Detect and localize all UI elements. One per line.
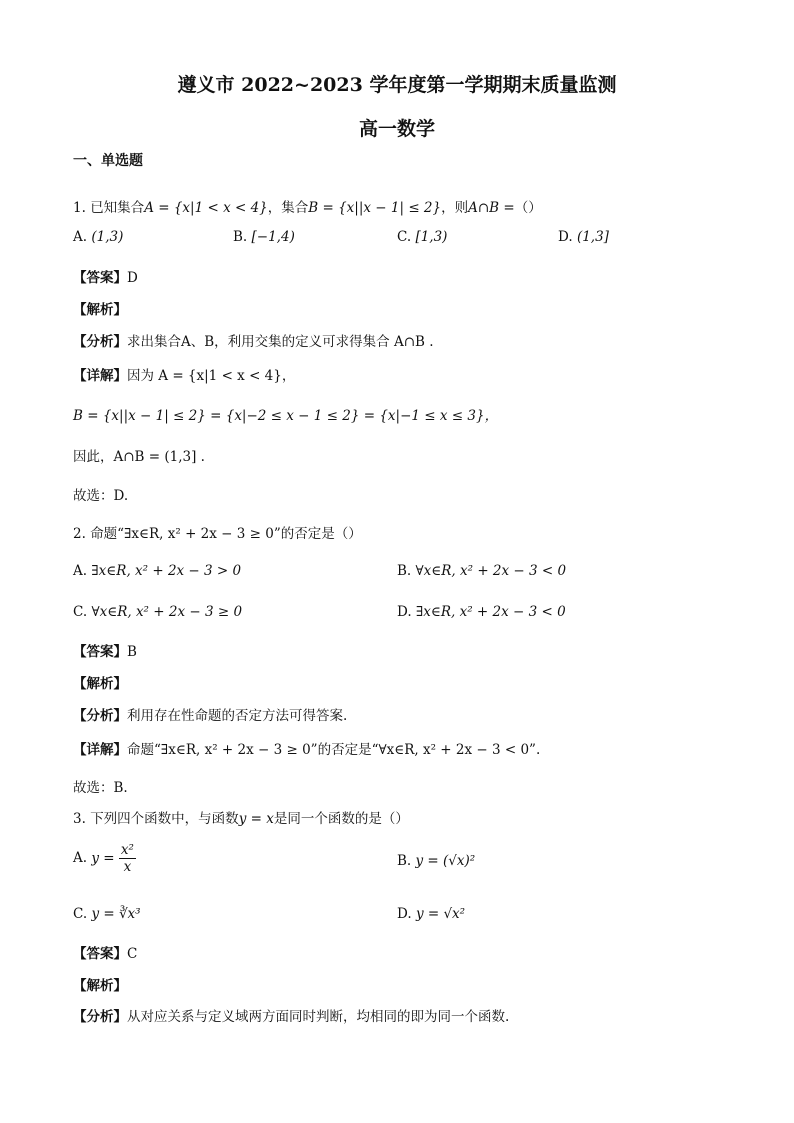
option-value: y = (√x)²	[415, 853, 476, 869]
q3-fenxi	[73, 1005, 509, 1025]
q3-analysis-tag: 【解析】	[73, 978, 127, 994]
fenxi-tag: 【分析】	[73, 1009, 127, 1025]
q1-set-a: A = {x|1 < x < 4}	[144, 200, 268, 216]
fenxi-text: 从对应关系与定义域两方面同时判断，均相同的即为同一个函数.	[127, 1009, 510, 1025]
option-label: C.	[73, 906, 88, 922]
option-label: A.	[73, 229, 88, 245]
fenxi-tag: 【分析】	[73, 708, 127, 724]
q1-option-a	[73, 229, 123, 245]
answer-value: D	[127, 270, 138, 286]
q1-fenxi	[73, 330, 434, 350]
q1-set-b: B = {x||x − 1| ≤ 2}	[308, 200, 442, 216]
option-label: B.	[233, 229, 248, 245]
q3-option-a	[73, 842, 136, 875]
q1-stem-a: 已知集合	[90, 200, 145, 216]
option-label: B.	[397, 853, 412, 869]
q1-number: 1.	[73, 200, 86, 216]
option-lhs: y =	[91, 850, 115, 867]
option-value: [−1,4)	[251, 229, 295, 245]
q1-conclusion: 故选：D.	[73, 488, 129, 504]
detail-tag: 【详解】	[73, 742, 127, 758]
fraction-numerator: x²	[120, 842, 134, 858]
q1-analysis-tag: 【解析】	[73, 302, 127, 318]
document-title: 遵义市 2022~2023 学年度第一学期期末质量监测	[177, 74, 617, 96]
q1-option-c	[397, 229, 447, 245]
fenxi-text: 利用存在性命题的否定方法可得答案.	[127, 708, 348, 724]
q2-option-c	[73, 604, 242, 620]
q2-analysis-tag: 【解析】	[73, 676, 127, 692]
q1-detail-1	[73, 364, 295, 384]
q2-fenxi	[73, 704, 347, 724]
detail-tag: 【详解】	[73, 368, 127, 384]
q1-option-d	[558, 229, 609, 245]
option-value: y = √x²	[415, 906, 466, 922]
option-value: (1,3)	[91, 229, 124, 245]
answer-tag: 【答案】	[73, 270, 127, 286]
section-heading: 一、单选题	[73, 153, 143, 169]
option-value: (1,3]	[576, 229, 609, 245]
option-label: A.	[73, 563, 88, 579]
option-label: D.	[397, 906, 412, 922]
option-label: C.	[397, 229, 412, 245]
q1-paren: （）	[514, 200, 542, 216]
q2-stem	[73, 522, 362, 542]
answer-tag: 【答案】	[73, 644, 127, 660]
fenxi-tag: 【分析】	[73, 334, 127, 350]
q3-stem-a: 下列四个函数中，与函数	[90, 811, 239, 827]
q2-option-a	[73, 563, 241, 579]
q2-option-b	[397, 563, 566, 579]
q2-number: 2.	[73, 526, 86, 542]
q2-option-d	[397, 604, 566, 620]
option-label: C.	[73, 604, 88, 620]
option-label: B.	[397, 563, 412, 579]
q2-stem-text: 命题“∃x∈R, x² + 2x − 3 ≥ 0”的否定是（）	[90, 526, 362, 542]
option-label: A.	[73, 850, 88, 866]
fraction	[119, 842, 136, 875]
q3-stem	[73, 807, 409, 827]
option-label: D.	[397, 604, 412, 620]
q2-detail	[73, 738, 540, 758]
fraction-denominator: x	[123, 859, 132, 875]
detail-text: 因为 A = {x|1 < x < 4}，	[127, 368, 296, 384]
option-value: ∃x∈R, x² + 2x − 3 > 0	[91, 563, 242, 579]
q3-number: 3.	[73, 811, 86, 827]
detail-text: 命题“∃x∈R, x² + 2x − 3 ≥ 0”的否定是“∀x∈R, x² + 2x − 3 < 0”.	[127, 742, 541, 758]
q1-stem	[73, 196, 542, 216]
q1-detail-3: 因此，A∩B = (1,3] .	[73, 449, 205, 465]
option-value: ∃x∈R, x² + 2x − 3 < 0	[415, 604, 566, 620]
option-value: ∀x∈R, x² + 2x − 3 < 0	[415, 563, 567, 579]
q3-function: y = x	[238, 811, 274, 827]
q1-detail-2: B = {x||x − 1| ≤ 2} = {x|−2 ≤ x − 1 ≤ 2} = {x|−1 ≤ x ≤ 3}，	[73, 408, 499, 424]
q1-operation: A∩B =	[468, 200, 515, 216]
q3-option-b	[397, 853, 475, 869]
answer-value: B	[127, 644, 137, 660]
answer-value: C	[127, 946, 138, 962]
q1-answer	[73, 266, 138, 286]
answer-tag: 【答案】	[73, 946, 127, 962]
q3-stem-b: 是同一个函数的是（）	[273, 811, 409, 827]
q1-stem-c: ，则	[441, 200, 469, 216]
q3-option-d	[397, 906, 465, 922]
q2-answer	[73, 640, 137, 660]
option-value: y = ∛x³	[91, 906, 141, 922]
q3-answer	[73, 942, 137, 962]
option-value: [1,3)	[415, 229, 448, 245]
q2-conclusion: 故选：B.	[73, 780, 128, 796]
fenxi-text: 求出集合A、B，利用交集的定义可求得集合 A∩B .	[127, 334, 434, 350]
option-label: D.	[558, 229, 573, 245]
q1-stem-b: ，集合	[267, 200, 309, 216]
q3-option-c	[73, 906, 141, 922]
q1-option-b	[233, 229, 295, 245]
option-value: ∀x∈R, x² + 2x − 3 ≥ 0	[91, 604, 243, 620]
document-subtitle: 高一数学	[358, 118, 435, 140]
